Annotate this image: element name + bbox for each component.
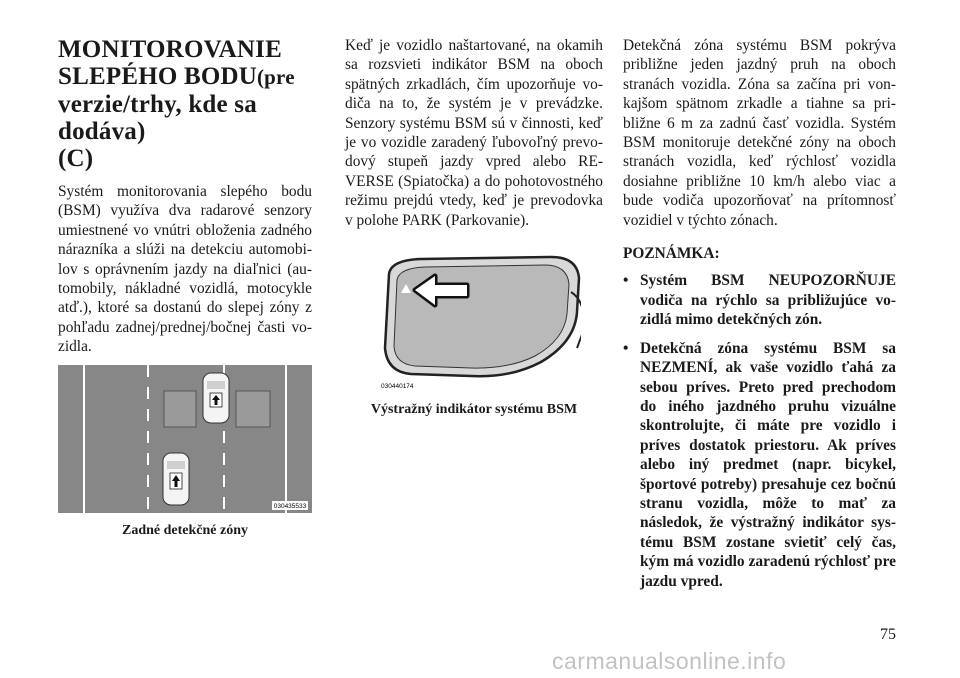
right-column xyxy=(623,36,896,600)
list-item: • Systém BSM NEUPOZORŇUJE vodiča na rýchlo sa približujúce vozidlá mimo detekčných zón. xyxy=(623,271,896,329)
note-list xyxy=(623,271,896,591)
page-number: 75 xyxy=(880,626,896,643)
vehicle-front xyxy=(203,373,229,423)
watermark: carmanualsonline.info xyxy=(552,648,787,674)
left-column xyxy=(58,36,312,540)
startup-paragraph: Keď je vozidlo naštartované, na okamih sa rozsvieti indikátor BSM na oboch spätných zrkadlách, čím upozorňuje vodiča na to, že systém je v prevádzke. Senzory systému BSM sú v činnosti, keď je vo vozidle zaradený ľubovoľný prevodový stupeň jazdy vpred alebo REVERSE (Spiatočka) a do pohotovostného režimu prejdú vtedy, keď je prevodovka v polohe PARK (Parkovanie). xyxy=(345,37,603,229)
zone-paragraph: Detekčná zóna systému BSM pokrýva približne jeden jazdný pruh na oboch stranách vozidla. Zóna sa začína pri vonkajšom spätnom zrkadle a tiahne sa približne 6 m za zadnú časť vozidla. Systém BSM monitoruje detekčné zóny na oboch stranách vozidla, keď rýchlosť vozidla dosiahne približne 10 km/h alebo viac a bude vodiča upozorňovať na prítomnosť vozidiel v týchto zónach. xyxy=(623,37,896,229)
detection-zones-figure xyxy=(58,365,312,513)
middle-column xyxy=(345,36,603,419)
vehicle-rear xyxy=(163,453,189,505)
note-title: POZNÁMKA: xyxy=(623,245,720,263)
figure-code: 030435533 xyxy=(273,502,307,510)
list-item: • Detekčná zóna systému BSM sa NEZMENÍ, ak vaše vozidlo ťahá za sebou príves. Preto pred prechodom do iného jazdného pruhu vizuálne skontrolujte, či máte pre vozidlo i príves dostatok priestoru. Ak príves alebo iný predmet (napr. bicykel, športové potreby) presahuje cez bočnú stranu vozidla, môže to mať za následok, že výstražný indikátor systému BSM zostane svietiť celý čas, kým má vozidlo zaradenú rýchlosť pre jazdu vpred. xyxy=(623,339,896,591)
mirror-indicator-figure xyxy=(371,252,581,400)
intro-paragraph: Systém monitorovania slepého bodu (BSM) využíva dva radarové senzory umiestnené vo vnútri obloženia zadného nárazníka a slúži na detekciu automobilov s oprávnením jazdy na diaľnici (automobily, nákladné vozidlá, motocykle atď.), ktoré sa dostanú do slepej zóny z pohľadu zadnej/prednej/bočnej časti vozidla. xyxy=(58,183,312,356)
figure-caption: Zadné detekčné zóny xyxy=(122,522,248,538)
figure-code: 030440174 xyxy=(381,383,414,391)
figure-caption: Výstražný indikátor systému BSM xyxy=(370,402,578,418)
section-title: MONITOROVANIE SLEPÉHO BODU(pre verzie/trhy, kde sa dodáva) (C) xyxy=(58,36,295,172)
